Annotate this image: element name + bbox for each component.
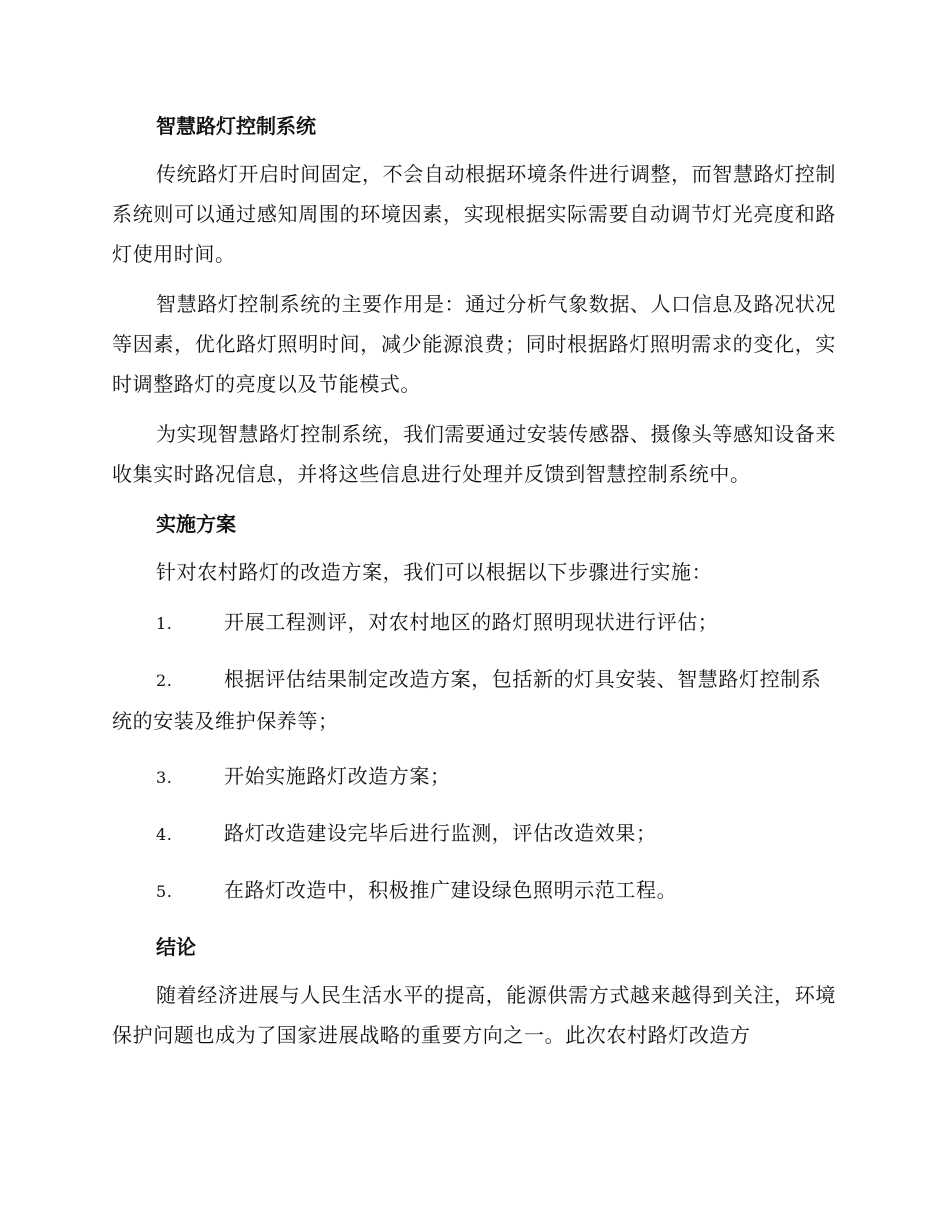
section-heading-implementation: 实施方案 (156, 512, 236, 536)
section-heading-conclusion: 结论 (156, 935, 196, 959)
paragraph: 随着经济进展与人民生活水平的提高，能源供需方式越来越得到关注，环境保护问题也成为了国家进展战略的重要方向之一。此次农村路灯改造方 (112, 983, 836, 1047)
paragraph: 传统路灯开启时间固定，不会自动根据环境条件进行调整，而智慧路灯控制系统则可以通过感知周围的环境因素，实现根据实际需要自动调节灯光亮度和路灯使用时间。 (112, 162, 836, 266)
list-text: 根据评估结果制定改造方案，包括新的灯具安装、智慧路灯控制系统的安装及维护保养等； (112, 667, 822, 733)
list-text: 开展工程测评，对农村地区的路灯照明现状进行评估； (224, 610, 719, 634)
list-text: 在路灯改造中，积极推广建设绿色照明示范工程。 (224, 878, 678, 902)
list-text: 路灯改造建设完毕后进行监测，评估改造效果； (224, 821, 657, 845)
list-number: 4. (156, 825, 173, 844)
paragraph: 为实现智慧路灯控制系统，我们需要通过安装传感器、摄像头等感知设备来收集实时路况信息，并将这些信息进行处理并反馈到智慧控制系统中。 (112, 422, 836, 486)
paragraph: 智慧路灯控制系统的主要作用是：通过分析气象数据、人口信息及路况状况等因素，优化路灯照明时间，减少能源浪费；同时根据路灯照明需求的变化，实时调整路灯的亮度以及节能模式。 (112, 292, 836, 396)
document-body (112, 106, 836, 1065)
list-item (112, 813, 836, 855)
list-number: 2. (156, 671, 173, 690)
list-item (112, 756, 836, 798)
list-text: 开始实施路灯改造方案； (224, 764, 451, 788)
list-number: 5. (156, 882, 173, 901)
list-number: 3. (156, 768, 173, 787)
list-number: 1. (156, 614, 173, 633)
section-heading-smart-streetlight: 智慧路灯控制系统 (156, 114, 316, 138)
list-item (112, 602, 836, 644)
list-item (112, 659, 836, 741)
paragraph: 针对农村路灯的改造方案，我们可以根据以下步骤进行实施： (156, 560, 713, 584)
list-item (112, 870, 836, 912)
